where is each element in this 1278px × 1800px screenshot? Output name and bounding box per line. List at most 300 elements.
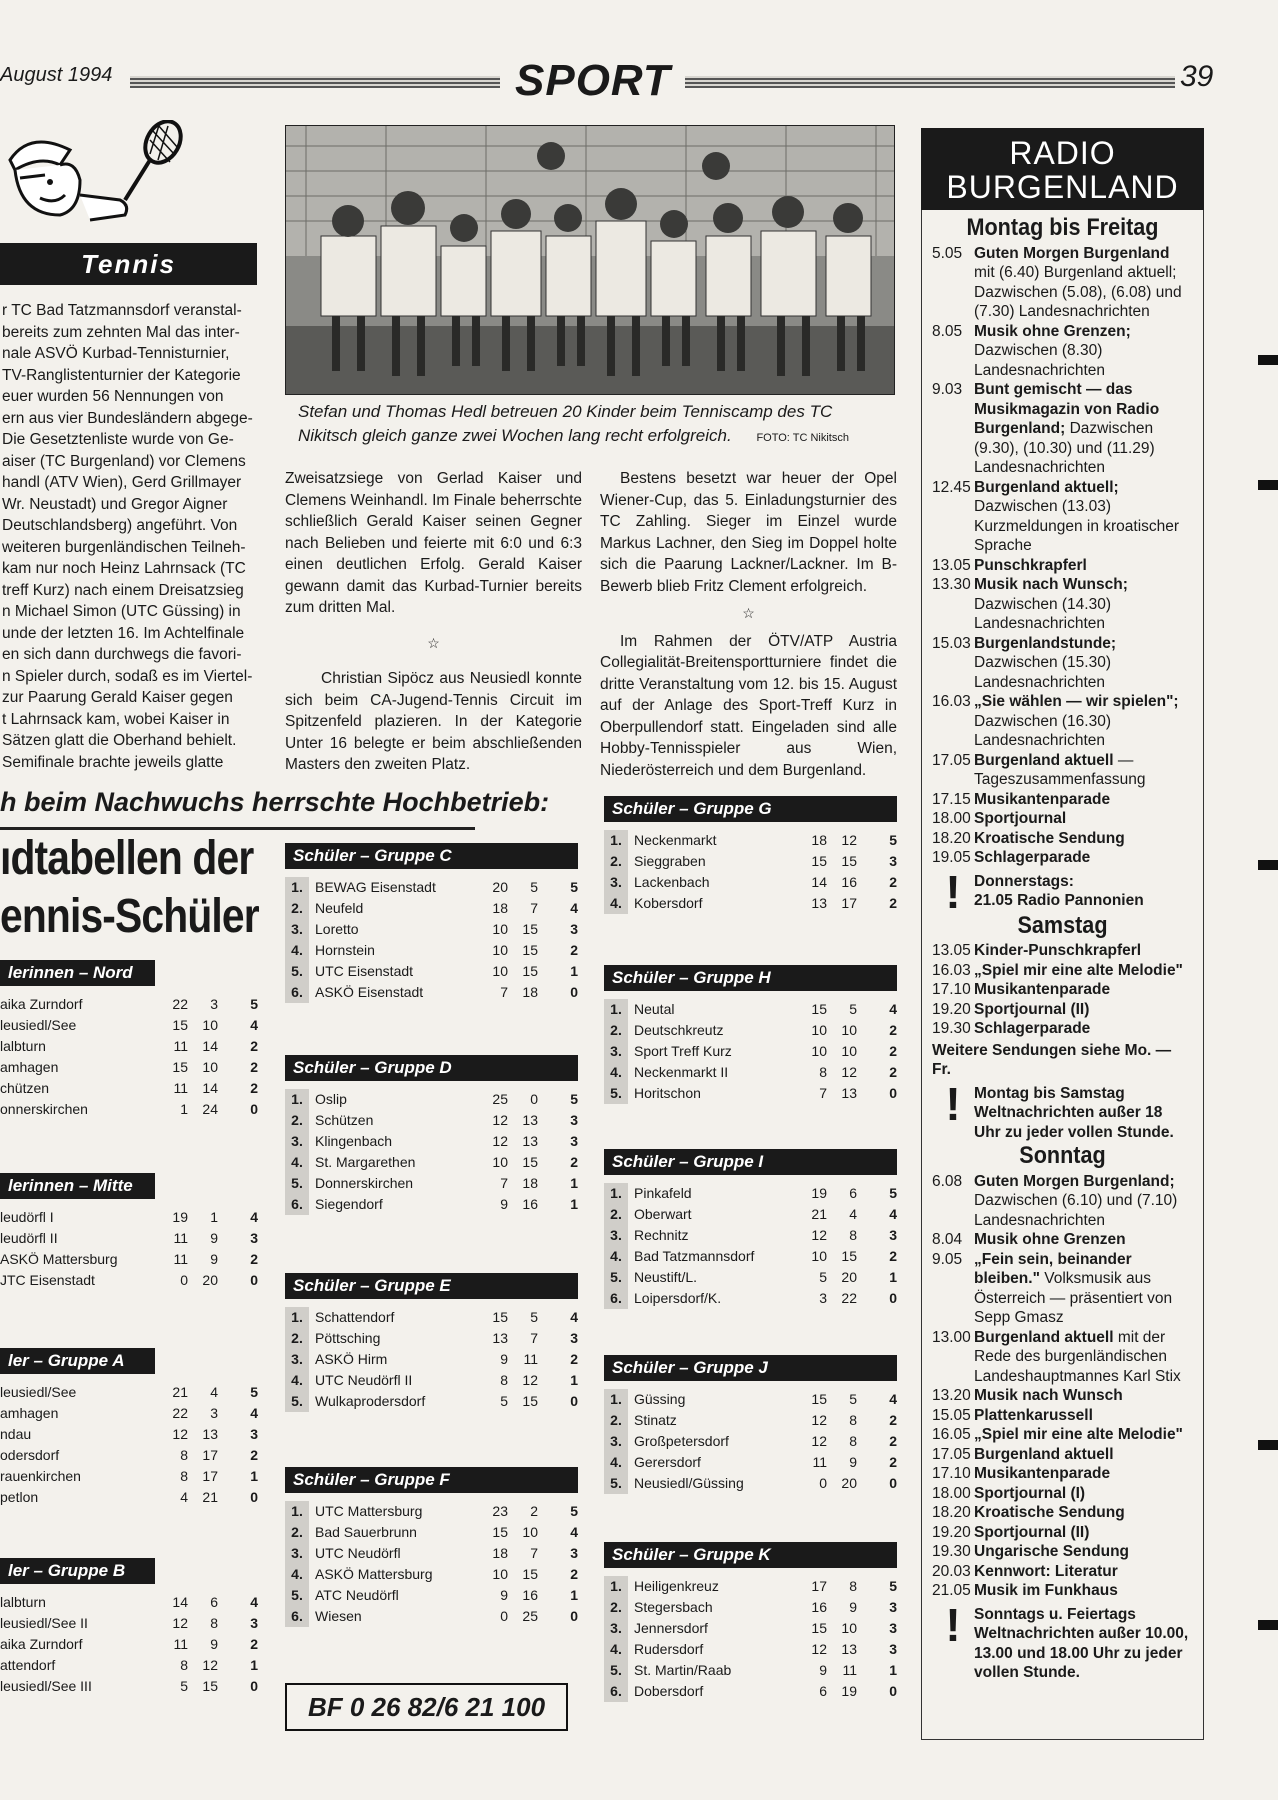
rank-cell: 4. bbox=[285, 1370, 309, 1391]
radio-title-2: BURGENLAND bbox=[946, 169, 1179, 205]
program-title: Musik im Funkhaus bbox=[974, 1582, 1118, 1599]
table-row bbox=[604, 1473, 897, 1494]
rank-cell: 1. bbox=[285, 1501, 309, 1522]
points: 1 bbox=[250, 1468, 258, 1484]
rank-cell: 6. bbox=[285, 982, 309, 1003]
score-lost: 9 bbox=[849, 1599, 857, 1615]
table-row bbox=[285, 940, 578, 961]
rank-cell: 2. bbox=[604, 1020, 628, 1041]
score-lost: 5 bbox=[530, 879, 538, 895]
points: 2 bbox=[889, 1022, 897, 1038]
issue-date: August 1994 bbox=[0, 64, 113, 86]
article-column-2 bbox=[600, 468, 897, 781]
program-details: Dazwischen (15.30) Landesnachrichten bbox=[974, 654, 1111, 691]
table-row bbox=[285, 1370, 578, 1391]
rank-cell: 1. bbox=[604, 999, 628, 1020]
points: 4 bbox=[250, 1209, 258, 1225]
table-row bbox=[0, 1445, 258, 1466]
rank-cell: 1. bbox=[285, 1089, 309, 1110]
program-time: 18.00 bbox=[932, 1484, 971, 1502]
score-lost: 15 bbox=[522, 942, 538, 958]
score-won: 11 bbox=[173, 1230, 188, 1246]
standings-table bbox=[604, 965, 897, 1104]
rank-cell: 3. bbox=[285, 1543, 309, 1564]
article-line: euer wurden 56 Nennungen von bbox=[2, 388, 224, 405]
program-item bbox=[932, 1523, 1193, 1543]
table-row bbox=[285, 1194, 578, 1215]
score-won: 15 bbox=[811, 853, 827, 869]
score-won: 11 bbox=[812, 1454, 827, 1470]
radio-note bbox=[932, 1077, 1193, 1143]
program-desc bbox=[974, 1386, 1193, 1406]
points: 4 bbox=[889, 1391, 897, 1407]
program-title: Musikantenparade bbox=[974, 790, 1111, 808]
program-desc bbox=[974, 790, 1193, 810]
score-won: 18 bbox=[492, 1545, 508, 1561]
table-row bbox=[285, 1173, 578, 1194]
points: 0 bbox=[250, 1272, 258, 1288]
standings-table bbox=[604, 796, 897, 914]
program-item bbox=[932, 1406, 1193, 1426]
score-lost: 15 bbox=[202, 1678, 218, 1694]
radio-title-1: RADIO bbox=[1009, 135, 1116, 171]
score-won: 10 bbox=[492, 942, 508, 958]
program-title: Musikantenparade bbox=[974, 981, 1111, 998]
table-row bbox=[0, 1036, 258, 1057]
rank-cell: 2. bbox=[604, 1410, 628, 1431]
rank-cell: 1. bbox=[285, 1307, 309, 1328]
team-name: aika Zurndorf bbox=[0, 996, 83, 1012]
score-lost: 12 bbox=[202, 1657, 218, 1673]
program-item bbox=[932, 1425, 1193, 1445]
team-name: leudörfl II bbox=[0, 1230, 58, 1246]
score-won: 5 bbox=[500, 1393, 508, 1409]
points: 4 bbox=[250, 1017, 258, 1033]
team-name: Heiligenkreuz bbox=[634, 1578, 719, 1594]
program-desc bbox=[974, 1019, 1193, 1039]
rank-cell: 5. bbox=[604, 1083, 628, 1104]
article-line: handl (ATV Wien), Gerd Grillmayer bbox=[2, 474, 242, 491]
program-time: 13.05 bbox=[932, 556, 971, 574]
program-time: 17.15 bbox=[932, 790, 971, 808]
team-name: Lackenbach bbox=[634, 874, 710, 890]
team-name: leusiedl/See II bbox=[0, 1615, 88, 1631]
phone-number-box: BF 0 26 82/6 21 100 bbox=[285, 1683, 568, 1731]
rank-cell: 3. bbox=[604, 1225, 628, 1246]
score-lost: 16 bbox=[522, 1587, 538, 1603]
score-won: 7 bbox=[819, 1085, 827, 1101]
rank-cell: 1. bbox=[285, 877, 309, 898]
score-lost: 8 bbox=[849, 1412, 857, 1428]
team-name: ndau bbox=[0, 1426, 32, 1442]
program-title: Kroatische Sendung bbox=[974, 1504, 1125, 1521]
score-won: 14 bbox=[811, 874, 827, 890]
edge-mark bbox=[1258, 1440, 1278, 1450]
points: 0 bbox=[889, 1683, 897, 1699]
rank-cell: 5. bbox=[604, 1267, 628, 1288]
points: 4 bbox=[250, 1594, 258, 1610]
score-lost: 19 bbox=[841, 1683, 857, 1699]
team-name: Kobersdorf bbox=[634, 895, 703, 911]
score-won: 10 bbox=[492, 921, 508, 937]
score-won: 21 bbox=[172, 1384, 188, 1400]
table-row bbox=[0, 1078, 258, 1099]
score-lost: 20 bbox=[202, 1272, 218, 1288]
team-name: Rechnitz bbox=[634, 1227, 689, 1243]
section-title: SPORT bbox=[515, 56, 671, 105]
score-lost: 5 bbox=[849, 1001, 857, 1017]
team-name: Neckenmarkt bbox=[634, 832, 717, 848]
table-row bbox=[285, 1152, 578, 1173]
table-row bbox=[0, 1015, 258, 1036]
rank-cell: 1. bbox=[604, 1576, 628, 1597]
program-item bbox=[932, 556, 1193, 576]
score-won: 10 bbox=[492, 1566, 508, 1582]
points: 4 bbox=[570, 1309, 578, 1325]
table-row bbox=[0, 1634, 258, 1655]
team-name: Wiesen bbox=[315, 1608, 362, 1624]
team-name: petlon bbox=[0, 1489, 39, 1505]
standings-table bbox=[285, 843, 578, 1003]
table-row bbox=[285, 961, 578, 982]
team-name: Oslip bbox=[315, 1091, 347, 1107]
separator-star-icon: ☆ bbox=[427, 634, 440, 651]
program-title: Guten Morgen Burgenland bbox=[974, 244, 1170, 262]
program-time: 13.30 bbox=[932, 576, 971, 593]
program-desc bbox=[974, 1445, 1193, 1465]
standings-table bbox=[0, 1173, 258, 1291]
radio-note bbox=[932, 1598, 1193, 1683]
team-name: Pinkafeld bbox=[634, 1185, 692, 1201]
program-desc bbox=[974, 575, 1193, 634]
score-won: 9 bbox=[500, 1587, 508, 1603]
kicker-headline: h beim Nachwuchs herrschte Hochbetrieb: bbox=[0, 787, 550, 817]
program-time: 16.05 bbox=[932, 1426, 971, 1443]
program-title: Burgenlandstunde; bbox=[974, 634, 1117, 652]
team-name: Pöttsching bbox=[315, 1330, 381, 1346]
program-item bbox=[932, 1464, 1193, 1484]
score-lost: 3 bbox=[210, 996, 218, 1012]
program-item bbox=[932, 380, 1193, 478]
table-row bbox=[0, 1382, 258, 1403]
day-heading: Sonntag bbox=[1019, 1142, 1106, 1169]
rank-cell: 4. bbox=[604, 1246, 628, 1267]
exclamation-icon: ! bbox=[945, 865, 961, 918]
score-won: 18 bbox=[492, 900, 508, 916]
note-line: Montag bis Samstag Weltnachrichten außer 18 Uhr zu jeder vollen Stunde. bbox=[974, 1084, 1174, 1141]
score-won: 23 bbox=[492, 1503, 508, 1519]
article-paragraph: Zweisatzsiege von Gerlad Kaiser und Clemens Weinhandl. Im Finale beherrschte schließlich Gerald Kaiser seinen Gegner nach Belieben und feierte mit 6:0 und 6:3 einen deutlichen Erfolg. Gerald Kaiser gewann damit das Kurbad-Turnier bereits zum dritten Mal. bbox=[285, 470, 582, 616]
table-row bbox=[0, 1099, 258, 1120]
program-desc bbox=[974, 380, 1193, 478]
points: 0 bbox=[250, 1101, 258, 1117]
team-name: Neufeld bbox=[315, 900, 364, 916]
points: 4 bbox=[889, 1001, 897, 1017]
program-title: Burgenland aktuell bbox=[974, 751, 1114, 769]
program-item bbox=[932, 1172, 1193, 1231]
score-won: 8 bbox=[819, 1064, 827, 1080]
standings-table bbox=[0, 1558, 258, 1697]
score-lost: 13 bbox=[522, 1112, 538, 1128]
article-line: Deutschlandsberg) angeführt. Von bbox=[2, 517, 238, 534]
program-desc bbox=[974, 478, 1193, 556]
table-row bbox=[0, 1676, 258, 1697]
points: 5 bbox=[889, 832, 897, 848]
program-time: 17.10 bbox=[932, 981, 971, 998]
rank-cell: 2. bbox=[604, 1597, 628, 1618]
score-lost: 13 bbox=[202, 1426, 218, 1442]
program-item bbox=[932, 575, 1193, 634]
points: 2 bbox=[889, 1248, 897, 1264]
team-name: Dobersdorf bbox=[634, 1683, 704, 1699]
program-title: Schlagerparade bbox=[974, 849, 1091, 866]
score-won: 11 bbox=[173, 1636, 188, 1652]
table-row bbox=[285, 1564, 578, 1585]
score-lost: 15 bbox=[841, 853, 857, 869]
table-row bbox=[604, 1041, 897, 1062]
team-name: Neusiedl/Güssing bbox=[634, 1475, 744, 1491]
team-name: Deutschkreutz bbox=[634, 1022, 724, 1038]
note-text bbox=[974, 872, 1193, 912]
score-won: 5 bbox=[180, 1678, 188, 1694]
table-title: lerinnen – Nord bbox=[0, 960, 155, 986]
points: 5 bbox=[570, 1091, 578, 1107]
program-item bbox=[932, 1328, 1193, 1387]
program-title: Bunt gemischt — das Musikmagazin von Radio Burgenland; bbox=[974, 381, 1160, 437]
more-programs-note: Weitere Sendungen siehe Mo. — Fr. bbox=[932, 1041, 1172, 1078]
program-time: 17.05 bbox=[932, 1445, 971, 1463]
program-title: Plattenkarussell bbox=[974, 1406, 1093, 1424]
team-name: Neustift/L. bbox=[634, 1269, 698, 1285]
score-lost: 10 bbox=[841, 1620, 857, 1636]
rank-cell: 6. bbox=[604, 1288, 628, 1309]
score-lost: 20 bbox=[841, 1475, 857, 1491]
header-rule-left bbox=[130, 76, 500, 88]
separator-star-icon: ☆ bbox=[742, 605, 755, 621]
table-row bbox=[604, 830, 897, 851]
score-lost: 7 bbox=[530, 1330, 538, 1346]
points: 2 bbox=[570, 942, 578, 958]
rank-cell: 5. bbox=[285, 1391, 309, 1412]
article-paragraph: Bestens besetzt war heuer der Opel Wiener-Cup, das 5. Einladungsturnier des TC Zahling. Sieger im Einzel wurde Markus Lachner, den Sieg im Doppel holte sich die Paarung Lackner/Lackner. Im B-Bewerb blieb Fritz Clement erfolgreich. bbox=[600, 470, 897, 595]
score-lost: 5 bbox=[849, 1391, 857, 1407]
score-lost: 16 bbox=[841, 874, 857, 890]
program-desc bbox=[974, 1328, 1193, 1387]
program-desc bbox=[974, 848, 1193, 868]
article-line: zur Paarung Gerald Kaiser gegen bbox=[2, 689, 233, 706]
table-row bbox=[0, 1270, 258, 1291]
program-desc bbox=[974, 244, 1193, 322]
score-lost: 16 bbox=[522, 1196, 538, 1212]
program-time: 19.30 bbox=[932, 1543, 971, 1560]
score-lost: 17 bbox=[841, 895, 857, 911]
team-name: ATC Neudörfl bbox=[315, 1587, 399, 1603]
score-won: 15 bbox=[492, 1309, 508, 1325]
rank-cell: 2. bbox=[604, 1204, 628, 1225]
program-desc bbox=[974, 829, 1193, 849]
score-lost: 0 bbox=[530, 1091, 538, 1107]
program-desc bbox=[974, 1464, 1193, 1484]
program-item bbox=[932, 1484, 1193, 1504]
points: 0 bbox=[570, 1608, 578, 1624]
program-item bbox=[932, 634, 1193, 693]
table-row bbox=[0, 1655, 258, 1676]
score-lost: 9 bbox=[210, 1636, 218, 1652]
team-name: Siegendorf bbox=[315, 1196, 383, 1212]
standings-table bbox=[0, 960, 258, 1120]
score-won: 21 bbox=[811, 1206, 827, 1222]
score-lost: 15 bbox=[522, 1393, 538, 1409]
program-details: — Tageszusammenfassung bbox=[974, 751, 1146, 788]
rank-cell: 5. bbox=[285, 1173, 309, 1194]
article-line: Wr. Neustadt) und Gregor Aigner bbox=[2, 495, 228, 513]
score-won: 12 bbox=[811, 1227, 827, 1243]
table-row bbox=[285, 1089, 578, 1110]
program-title: Kinder-Punschkrapferl bbox=[974, 942, 1142, 959]
points: 3 bbox=[570, 1133, 578, 1149]
left-article bbox=[2, 300, 260, 773]
program-item bbox=[932, 961, 1193, 981]
program-desc bbox=[974, 1562, 1193, 1582]
score-won: 12 bbox=[492, 1112, 508, 1128]
standings-table bbox=[604, 1149, 897, 1309]
standings-table bbox=[285, 1273, 578, 1412]
score-won: 12 bbox=[172, 1426, 188, 1442]
program-title: Punschkrapferl bbox=[974, 556, 1087, 574]
rank-cell: 1. bbox=[604, 1389, 628, 1410]
table-row bbox=[285, 898, 578, 919]
article-line: Sätzen glatt die Oberhand behielt. bbox=[2, 732, 237, 749]
program-desc bbox=[974, 1172, 1193, 1231]
score-lost: 11 bbox=[523, 1351, 538, 1367]
program-desc bbox=[974, 1542, 1193, 1562]
headline-line-2: ennis-Schüler bbox=[0, 890, 259, 943]
program-time: 13.00 bbox=[932, 1328, 971, 1346]
score-won: 8 bbox=[180, 1447, 188, 1463]
table-row bbox=[0, 1613, 258, 1634]
table-row bbox=[285, 877, 578, 898]
table-row bbox=[0, 1228, 258, 1249]
points: 3 bbox=[889, 1227, 897, 1243]
program-desc bbox=[974, 322, 1193, 381]
points: 3 bbox=[889, 853, 897, 869]
program-item bbox=[932, 751, 1193, 790]
team-name: lalbturn bbox=[0, 1594, 46, 1610]
table-title: Schüler – Gruppe K bbox=[604, 1542, 897, 1568]
rank-cell: 5. bbox=[604, 1660, 628, 1681]
program-title: Burgenland aktuell; bbox=[974, 478, 1119, 496]
program-time: 8.04 bbox=[932, 1231, 963, 1248]
program-desc bbox=[974, 1000, 1193, 1020]
program-title: „Fein sein, beinander bleiben." bbox=[974, 1250, 1132, 1287]
tennis-player-cartoon-icon bbox=[0, 120, 200, 235]
score-lost: 8 bbox=[849, 1578, 857, 1594]
score-won: 12 bbox=[172, 1615, 188, 1631]
score-won: 9 bbox=[819, 1662, 827, 1678]
table-row bbox=[0, 1249, 258, 1270]
table-title: Schüler – Gruppe F bbox=[285, 1467, 578, 1493]
score-won: 12 bbox=[811, 1641, 827, 1657]
score-lost: 4 bbox=[210, 1384, 218, 1400]
program-time: 8.05 bbox=[932, 322, 963, 340]
table-row bbox=[604, 1410, 897, 1431]
table-row bbox=[285, 1328, 578, 1349]
score-won: 15 bbox=[172, 1017, 188, 1033]
table-row bbox=[285, 1307, 578, 1328]
program-desc bbox=[974, 1250, 1193, 1328]
team-name: Gerersdorf bbox=[634, 1454, 701, 1470]
program-desc bbox=[974, 980, 1193, 1000]
rank-cell: 5. bbox=[285, 1585, 309, 1606]
table-row bbox=[285, 1391, 578, 1412]
points: 2 bbox=[889, 1064, 897, 1080]
score-lost: 15 bbox=[522, 1154, 538, 1170]
score-lost: 9 bbox=[849, 1454, 857, 1470]
table-row bbox=[604, 1246, 897, 1267]
program-title: Sportjournal (II) bbox=[974, 1000, 1090, 1018]
score-lost: 24 bbox=[202, 1101, 218, 1117]
program-title: Musik nach Wunsch bbox=[974, 1387, 1123, 1404]
team-name: Donnerskirchen bbox=[315, 1175, 414, 1191]
team-name: Wulkaprodersdorf bbox=[315, 1393, 426, 1409]
program-time: 5.05 bbox=[932, 244, 963, 262]
program-item bbox=[932, 790, 1193, 810]
team-name: Güssing bbox=[634, 1391, 686, 1407]
program-desc bbox=[974, 634, 1193, 693]
score-won: 6 bbox=[819, 1683, 827, 1699]
program-time: 19.05 bbox=[932, 849, 971, 866]
rank-cell: 5. bbox=[604, 1473, 628, 1494]
program-time: 16.03 bbox=[932, 961, 971, 979]
article-line: t Lahrnsack kam, wobei Kaiser in bbox=[2, 710, 230, 728]
table-row bbox=[604, 1681, 897, 1702]
score-won: 25 bbox=[492, 1091, 508, 1107]
team-name: leusiedl/See III bbox=[0, 1678, 92, 1694]
table-title: Schüler – Gruppe I bbox=[604, 1149, 897, 1175]
points: 5 bbox=[889, 1578, 897, 1594]
rank-cell: 3. bbox=[604, 872, 628, 893]
article-line: en sich dann durchwegs die favori- bbox=[2, 646, 242, 663]
table-row bbox=[604, 1204, 897, 1225]
score-won: 10 bbox=[492, 1154, 508, 1170]
points: 2 bbox=[250, 1447, 258, 1463]
score-won: 0 bbox=[500, 1608, 508, 1624]
exclamation-icon: ! bbox=[945, 1077, 961, 1130]
program-title: Burgenland aktuell bbox=[974, 1328, 1114, 1346]
rank-cell: 4. bbox=[604, 1639, 628, 1660]
points: 2 bbox=[250, 1636, 258, 1652]
score-won: 15 bbox=[172, 1059, 188, 1075]
program-item bbox=[932, 1230, 1193, 1250]
score-lost: 15 bbox=[522, 963, 538, 979]
score-lost: 11 bbox=[842, 1662, 857, 1678]
program-desc bbox=[974, 1425, 1193, 1445]
rank-cell: 1. bbox=[604, 1183, 628, 1204]
score-won: 20 bbox=[492, 879, 508, 895]
program-item bbox=[932, 478, 1193, 556]
team-name: Jennersdorf bbox=[634, 1620, 708, 1636]
standings-table bbox=[285, 1467, 578, 1627]
article-line: bereits zum zehnten Mal das inter- bbox=[2, 323, 240, 341]
table-title: ler – Gruppe B bbox=[0, 1558, 155, 1584]
rank-cell: 1. bbox=[604, 830, 628, 851]
points: 1 bbox=[570, 1196, 578, 1212]
table-row bbox=[604, 851, 897, 872]
photo-credit: FOTO: TC Nikitsch bbox=[756, 432, 849, 444]
program-item bbox=[932, 1503, 1193, 1523]
program-time: 17.05 bbox=[932, 751, 971, 769]
points: 3 bbox=[570, 1545, 578, 1561]
